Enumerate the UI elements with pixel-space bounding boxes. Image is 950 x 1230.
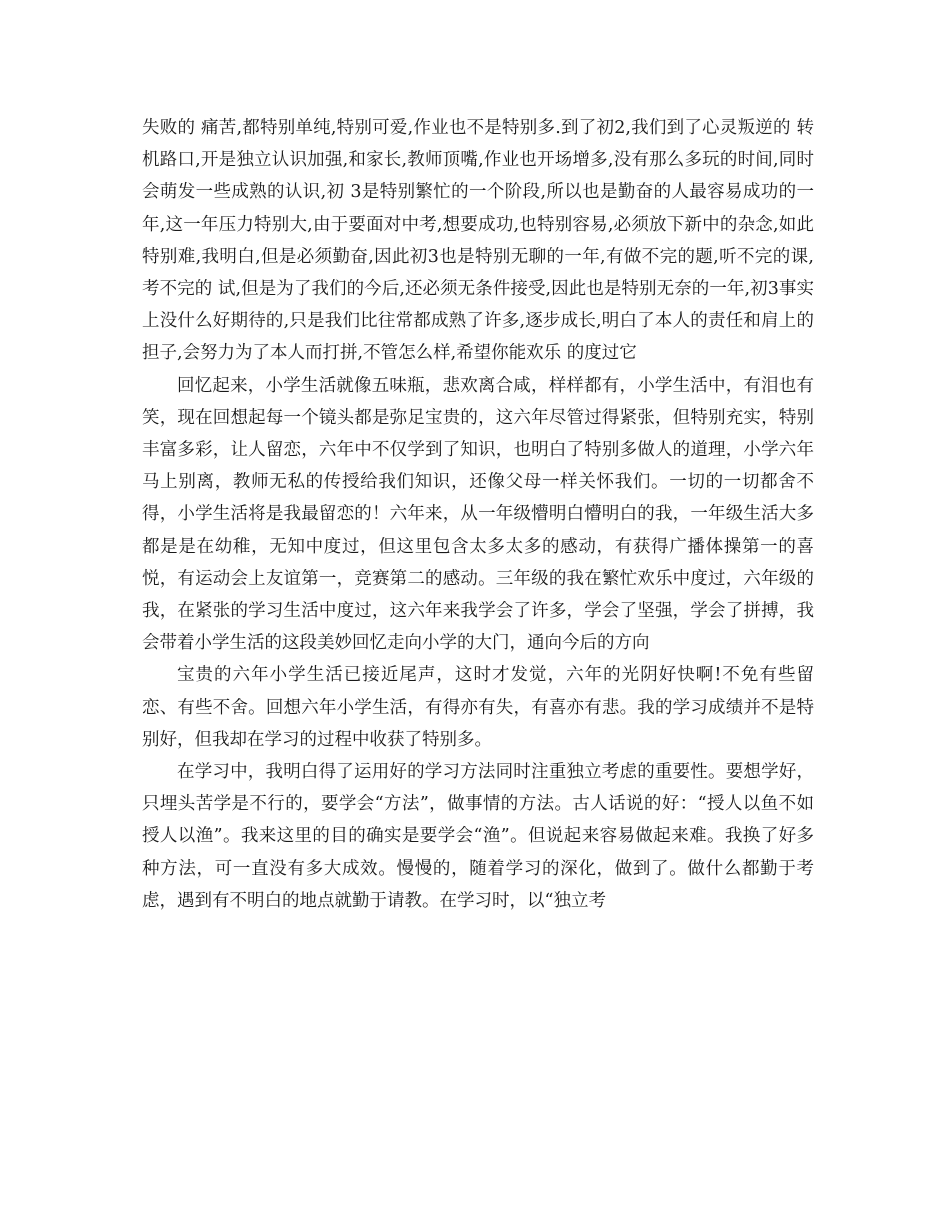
document-body <box>142 112 814 917</box>
paragraph-study-methods: 在学习中，我明白得了运用好的学习方法同时注重独立考虑的重要性。要想学好，只埋头苦学是不行的，要学会“方法”，做事情的方法。古人话说的好：“授人以鱼不如授人以渔”。我来这里的目的确实是要学会“渔”。但说起来容易做起来难。我换了好多种方法，可一直没有多大成效。慢慢的，随着学习的深化，做到了。做什么都勤于考虑，遇到有不明白的地点就勤于请教。在学习时，以“独立考 <box>142 762 814 911</box>
paragraph-continued: 失败的 痛苦,都特别单纯,特别可爱,作业也不是特别多.到了初2,我们到了心灵叛逆的 转机路口,开是独立认识加强,和家长,教师顶嘴,作业也开场增多,没有那么多玩的时间,同时会萌发一些成熟的认识,初 3是特别繁忙的一个阶段,所以也是勤奋的人最容易成功的一年,这一年压力特别大,由于要面对中考,想要成功,也特别容易,必须放下新中的杂念,如此特别难,我明白,但是必须勤奋,因此初3也是特别无聊的一年,有做不完的题,听不完的课,考不完的 试,但是为了我们的今后,还必须无条件接受,因此也是特别无奈的一年,初3事实上没什么好期待的,只是我们比往常都成熟了许多,逐步成长,明白了本人的责任和肩上的担子,会努力为了本人而打拼,不管怎么样,希望你能欢乐 的度过它 <box>142 118 814 364</box>
paragraph-primary-school-memories: 回忆起来，小学生活就像五味瓶，悲欢离合咸，样样都有，小学生活中，有泪也有笑，现在回想起每一个镜头都是弥足宝贵的，这六年尽管过得紧张，但特别充实，特别丰富多彩，让人留恋，六年中不仅学到了知识，也明白了特别多做人的道理，小学六年马上别离，教师无私的传授给我们知识，还像父母一样关怀我们。一切的一切都舍不得，小学生活将是我最留恋的！六年来，从一年级懵明白懵明白的我，一年级生活大多都是是在幼稚，无知中度过，但这里包含太多太多的感动，有获得广播体操第一的喜悦，有运动会上友谊第一，竞赛第二的感动。三年级的我在繁忙欢乐中度过，六年级的我，在紧张的学习生活中度过，这六年来我学会了许多，学会了坚强，学会了拼搏，我会带着小学生活的这段美妙回忆走向小学的大门，通向今后的方向 <box>142 375 814 654</box>
paragraph-six-years-ending: 宝贵的六年小学生活已接近尾声，这时才发觉，六年的光阴好快啊!不免有些留恋、有些不舍。回想六年小学生活，有得亦有失，有喜亦有悲。我的学习成绩并不是特别好，但我却在学习的过程中收获了特别多。 <box>142 665 814 750</box>
